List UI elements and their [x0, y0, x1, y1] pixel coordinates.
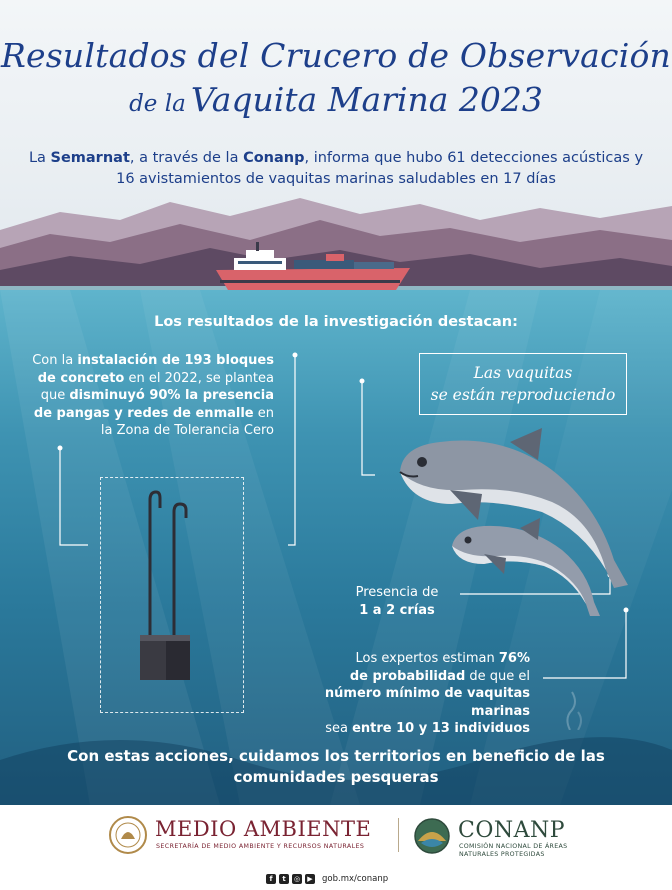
- seaweed-icon: [560, 690, 590, 730]
- install-part: Con la: [32, 353, 78, 368]
- medio-ambiente-logo-text: MEDIO AMBIENTE: [155, 817, 372, 841]
- intro-semarnat: Semarnat: [50, 150, 130, 166]
- experts-bold: de probabilidad: [349, 668, 466, 684]
- concrete-blocks-text: [24, 352, 274, 440]
- experts-bold: 76%: [498, 651, 530, 666]
- reproduction-box: [419, 353, 627, 415]
- calves-presence-text: [340, 584, 454, 619]
- title-small-part: de la: [129, 91, 186, 117]
- social-links: [266, 874, 388, 884]
- concrete-block-illustration: [130, 490, 210, 695]
- conanp-logo-text: CONANP: [458, 818, 566, 843]
- website-link[interactable]: gob.mx/conanp: [322, 874, 389, 884]
- boat-illustration: [214, 242, 414, 294]
- logo-divider: [398, 818, 399, 852]
- experts-bold: número mínimo de vaquitas marinas: [324, 686, 530, 719]
- install-bold: disminuyó 90% la presencia de pangas y redes de enmalle: [33, 388, 274, 421]
- youtube-icon[interactable]: ▶: [305, 874, 315, 884]
- install-part: en el 2022, se plantea que: [40, 370, 274, 403]
- presence-line2: 1 a 2 crías: [359, 602, 435, 618]
- results-heading: Los resultados de la investigación destacan:: [154, 314, 518, 330]
- intro-part: , a través de la: [129, 150, 244, 166]
- intro-part: , informa que hubo 61 detecciones acústicas y 16 avistamientos de vaquitas marinas saludables en 17 días: [116, 150, 644, 187]
- conanp-logo-icon: [413, 817, 451, 855]
- facebook-icon[interactable]: f: [266, 874, 276, 884]
- experts-bold: entre 10 y 13 individuos: [352, 721, 530, 736]
- intro-text: [20, 148, 652, 190]
- experts-part: de que el: [465, 668, 530, 684]
- reproduction-line2: se están reproduciendo: [430, 386, 616, 404]
- install-bold: instalación de 193 bloques de concreto: [37, 353, 274, 386]
- vaquita-calf-illustration: [448, 514, 608, 624]
- page-title-line2: [0, 80, 672, 119]
- semarnat-subtitle: SECRETARÍA DE MEDIO AMBIENTE Y RECURSOS NATURALES: [156, 843, 365, 850]
- closing-message: Con estas acciones, cuidamos los territorios en beneficio de las comunidades pesqueras: [67, 747, 605, 786]
- reproduction-line1: Las vaquitas: [473, 364, 573, 382]
- experts-part: sea: [325, 721, 353, 736]
- conanp-subtitle: COMISIÓN NACIONAL DE ÁREAS NATURALES PROTEGIDAS: [459, 843, 568, 858]
- title-big-part: Vaquita Marina 2023: [190, 80, 543, 119]
- twitter-icon[interactable]: t: [279, 874, 289, 884]
- intro-part: La: [28, 150, 51, 166]
- experts-part: Los expertos estiman: [355, 651, 499, 666]
- national-seal-icon: [108, 815, 148, 855]
- intro-conanp: Conanp: [243, 150, 305, 166]
- page-title-line1: Resultados del Crucero de Observación: [0, 36, 672, 75]
- instagram-icon[interactable]: ◎: [293, 875, 301, 883]
- experts-estimate-text: [280, 650, 530, 738]
- install-part: en la Zona de Tolerancia Cero: [100, 405, 274, 438]
- presence-line1: Presencia de: [355, 585, 439, 600]
